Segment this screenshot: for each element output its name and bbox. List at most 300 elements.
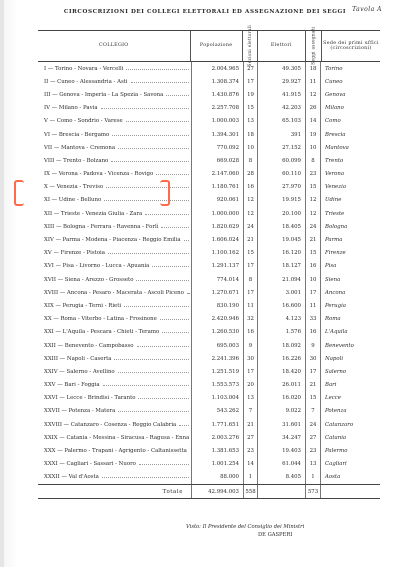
- document-title: CIRCOSCRIZIONI DEI COLLEGI ELETTORALI ED ASSEGNAZIONE DEI SEGGI: [63, 9, 347, 15]
- cell-population: 2.003.276: [192, 431, 244, 444]
- header-voters: Elettori: [258, 31, 306, 61]
- cell-collegio: [38, 102, 192, 115]
- leader-dots: [103, 382, 189, 386]
- cell-population: 1.381.653: [192, 444, 244, 457]
- cell-population: 920.061: [192, 194, 244, 207]
- leader-dots: [162, 329, 189, 333]
- collegio-text: XXI — L'Aquila - Pescara - Chieti - Teramo: [44, 329, 160, 336]
- cell-seats: 11: [306, 75, 321, 88]
- collegio-text: XXII — Benevento - Campobasso: [44, 342, 134, 349]
- cell-seats: 10: [306, 273, 321, 286]
- cell-population: 1.001.254: [192, 458, 244, 471]
- leader-dots: [152, 263, 189, 267]
- cell-population: 1.260.530: [192, 326, 244, 339]
- table-row: [38, 194, 380, 207]
- cell-sede: Como: [325, 118, 341, 125]
- table-label: Tavola A: [352, 6, 382, 13]
- table-row: [38, 273, 380, 286]
- collegio-text: XVIII — Ancona - Pesaro - Macerata - Ascoli Piceno: [44, 289, 184, 296]
- table-row: [38, 286, 380, 299]
- table-body: [38, 62, 380, 484]
- table-row: [38, 220, 380, 233]
- collegio-text: II — Cuneo - Alessandria - Asti: [44, 78, 128, 85]
- collegio-text: XXX — Palermo - Trapani - Agrigento - Caltanissetta: [44, 448, 187, 455]
- cell-collegio: [38, 313, 192, 326]
- collegio-text: I — Torino - Novara - Vercelli: [44, 65, 124, 72]
- cell-voters: 34.247: [258, 431, 306, 444]
- cell-seats: 21: [306, 379, 321, 392]
- cell-sede: Aosta: [325, 474, 341, 481]
- cell-sections: 12: [244, 207, 258, 220]
- cell-collegio: [38, 286, 192, 299]
- cell-sede: Catanzaro: [325, 421, 354, 428]
- collegio-text: IX — Verona - Padova - Vicenza - Rovigo: [44, 171, 154, 178]
- cell-sede: Mantova: [325, 144, 349, 151]
- cell-collegio: [38, 326, 192, 339]
- cell-sede: Napoli: [325, 355, 344, 362]
- cell-seats: 23: [306, 444, 321, 457]
- cell-sede: Potenza: [325, 408, 347, 415]
- cell-population: 1.394.301: [192, 128, 244, 141]
- table-row: [38, 392, 380, 405]
- table-row: [38, 88, 380, 101]
- page-edge-shadow: [0, 0, 4, 567]
- cell-voters: 18.420: [258, 365, 306, 378]
- cell-voters: 31.601: [258, 418, 306, 431]
- cell-voters: 49.305: [258, 62, 306, 75]
- cell-collegio: [38, 207, 192, 220]
- totals-voters: [258, 485, 306, 498]
- cell-seats: 24: [306, 220, 321, 233]
- collegio-text: XVI — Pisa - Livorno - Lucca - Apuania: [44, 263, 150, 270]
- totals-label: Totale: [38, 485, 192, 498]
- cell-voters: 3.001: [258, 286, 306, 299]
- leader-dots: [124, 303, 189, 307]
- collegio-text: XII — Trieste - Venezia Giulia - Zara: [44, 210, 143, 217]
- totals-sections: 558: [244, 485, 258, 498]
- cell-population: 1.820.629: [192, 220, 244, 233]
- cell-seats: 21: [306, 233, 321, 246]
- cell-seats: 12: [306, 207, 321, 220]
- cell-collegio: [38, 352, 192, 365]
- table-row: [38, 431, 380, 444]
- collegio-text: XI — Udine - Belluno: [44, 197, 102, 204]
- cell-voters: 1.576: [258, 326, 306, 339]
- cell-voters: 41.915: [258, 88, 306, 101]
- cell-sede: Siena: [325, 276, 341, 283]
- cell-sede: Udine: [325, 197, 342, 204]
- cell-seats: 1: [306, 471, 321, 484]
- table-row: [38, 313, 380, 326]
- cell-seats: 12: [306, 88, 321, 101]
- cell-voters: 19.915: [258, 194, 306, 207]
- cell-voters: 29.927: [258, 75, 306, 88]
- cell-population: 88.000: [192, 471, 244, 484]
- cell-sede: Trento: [325, 157, 344, 164]
- cell-sections: 8: [244, 154, 258, 167]
- cell-voters: 65.103: [258, 115, 306, 128]
- table-row: [38, 102, 380, 115]
- cell-collegio: [38, 458, 192, 471]
- table-row: [38, 207, 380, 220]
- cell-collegio: [38, 471, 192, 484]
- cell-collegio: [38, 75, 192, 88]
- table-row: [38, 444, 380, 457]
- leader-dots: [184, 237, 189, 241]
- cell-voters: 27.152: [258, 141, 306, 154]
- cell-collegio: [38, 154, 192, 167]
- cell-collegio: [38, 247, 192, 260]
- cell-sections: 17: [244, 260, 258, 273]
- leader-dots: [118, 408, 189, 412]
- cell-collegio: [38, 233, 192, 246]
- table-row: [38, 168, 380, 181]
- cell-voters: 16.020: [258, 392, 306, 405]
- leader-dots: [101, 105, 189, 109]
- cell-seats: 9: [306, 339, 321, 352]
- cell-population: 1.606.024: [192, 233, 244, 246]
- cell-voters: 21.094: [258, 273, 306, 286]
- cell-collegio: [38, 273, 192, 286]
- collegio-text: XXV — Bari - Foggia: [44, 382, 100, 389]
- header-seats-label: Seggi assegnati: [310, 26, 316, 66]
- leader-dots: [136, 277, 189, 281]
- cell-sections: 16: [244, 181, 258, 194]
- leader-dots: [161, 224, 189, 228]
- leader-dots: [179, 422, 189, 426]
- cell-voters: 27.970: [258, 181, 306, 194]
- cell-collegio: [38, 339, 192, 352]
- cell-collegio: [38, 365, 192, 378]
- leader-dots: [102, 474, 189, 478]
- leader-dots: [104, 197, 189, 201]
- cell-population: 1.553.573: [192, 379, 244, 392]
- table-row: [38, 62, 380, 75]
- leader-dots: [118, 145, 189, 149]
- cell-collegio: [38, 115, 192, 128]
- cell-sections: 14: [244, 458, 258, 471]
- leader-dots: [139, 461, 189, 465]
- table-row: [38, 326, 380, 339]
- leader-dots: [126, 118, 189, 122]
- cell-sections: 15: [244, 247, 258, 260]
- cell-seats: 7: [306, 405, 321, 418]
- cell-collegio: [38, 431, 192, 444]
- table-row: [38, 299, 380, 312]
- cell-sede: Bari: [325, 382, 337, 389]
- cell-sede: Cuneo: [325, 78, 343, 85]
- cell-population: 1.430.876: [192, 88, 244, 101]
- table-row: [38, 128, 380, 141]
- cell-voters: 60.099: [258, 154, 306, 167]
- cell-population: 1.291.137: [192, 260, 244, 273]
- table-row: [38, 339, 380, 352]
- leader-dots: [166, 92, 189, 96]
- cell-voters: 16.600: [258, 299, 306, 312]
- leader-dots: [156, 171, 189, 175]
- cell-sede: Catania: [325, 434, 347, 441]
- collegio-text: XIV — Parma - Modena - Piacenza - Reggio Emilia: [44, 237, 181, 244]
- totals-row: [38, 484, 380, 498]
- leader-dots: [138, 395, 189, 399]
- leader-dots: [137, 343, 189, 347]
- collegio-text: XXIX — Catania - Messina - Siracusa - Ragusa - Enna: [44, 434, 190, 441]
- leader-dots: [145, 211, 189, 215]
- leader-dots: [160, 316, 189, 320]
- collegio-text: XV — Firenze - Pistoia: [44, 250, 105, 257]
- cell-seats: 13: [306, 458, 321, 471]
- table-row: [38, 181, 380, 194]
- table-row: [38, 352, 380, 365]
- cell-sections: 10: [244, 141, 258, 154]
- cell-collegio: [38, 392, 192, 405]
- cell-sections: 17: [244, 365, 258, 378]
- table-row: [38, 233, 380, 246]
- cell-voters: 9.022: [258, 405, 306, 418]
- cell-seats: 11: [306, 299, 321, 312]
- collegio-text: XX — Roma - Viterbo - Latina - Frosinone: [44, 316, 157, 323]
- cell-collegio: [38, 141, 192, 154]
- cell-seats: 23: [306, 168, 321, 181]
- collegio-text: IV — Milano - Pavia: [44, 105, 98, 112]
- table-row: [38, 154, 380, 167]
- collegio-text: XXIV — Salerno - Avellino: [44, 368, 115, 375]
- cell-population: 543.262: [192, 405, 244, 418]
- table-row: [38, 365, 380, 378]
- cell-sede: Parma: [325, 237, 343, 244]
- cell-sede: Verona: [325, 171, 345, 178]
- cell-collegio: [38, 379, 192, 392]
- cell-sections: 21: [244, 418, 258, 431]
- leader-dots: [111, 158, 189, 162]
- cell-sede: Trieste: [325, 210, 345, 217]
- cell-sede: Venezia: [325, 184, 347, 191]
- cell-collegio: [38, 62, 192, 75]
- cell-sede: Palermo: [325, 448, 348, 455]
- table-row: [38, 471, 380, 484]
- totals-sede: [321, 485, 380, 498]
- header-population: Popolazione: [191, 31, 243, 61]
- approval-note: Visto: Il Presidente del Consiglio dei Ministri: [186, 524, 305, 530]
- leader-dots: [126, 66, 189, 70]
- cell-sede: Pisa: [325, 263, 337, 270]
- cell-sections: 13: [244, 392, 258, 405]
- cell-seats: 17: [306, 365, 321, 378]
- cell-sections: 27: [244, 62, 258, 75]
- cell-population: 2.241.396: [192, 352, 244, 365]
- cell-seats: 19: [306, 128, 321, 141]
- cell-seats: 18: [306, 62, 321, 75]
- cell-sections: 17: [244, 286, 258, 299]
- cell-sede: Genova: [325, 91, 346, 98]
- leader-dots: [108, 250, 189, 254]
- table-row: [38, 418, 380, 431]
- signature: DE GASPERI: [258, 532, 293, 538]
- cell-collegio: [38, 405, 192, 418]
- cell-population: 2.147.060: [192, 168, 244, 181]
- collegio-text: III — Genova - Imperia - La Spezia - Savona: [44, 91, 164, 98]
- cell-sede: Brescia: [325, 131, 346, 138]
- cell-voters: 391: [258, 128, 306, 141]
- table-row: [38, 247, 380, 260]
- cell-seats: 16: [306, 260, 321, 273]
- cell-sections: 12: [244, 194, 258, 207]
- cell-sede: Ancona: [325, 289, 346, 296]
- cell-collegio: [38, 260, 192, 273]
- cell-sede: Salerno: [325, 368, 347, 375]
- cell-sections: 27: [244, 431, 258, 444]
- cell-sede: Lecce: [325, 395, 341, 402]
- collegio-text: XIX — Perugia - Terni - Rieti: [44, 302, 122, 309]
- collegio-text: XXXI — Cagliari - Sassari - Nuoro: [44, 461, 136, 468]
- table-row: [38, 141, 380, 154]
- header-sections: [243, 25, 258, 67]
- cell-population: 830.190: [192, 299, 244, 312]
- cell-population: 2.257.708: [192, 102, 244, 115]
- cell-sections: 21: [244, 233, 258, 246]
- cell-population: 1.251.519: [192, 365, 244, 378]
- cell-seats: 16: [306, 326, 321, 339]
- collegio-text: XIII — Bologna - Ferrara - Ravenna - Forlì: [44, 223, 159, 230]
- cell-sede: Benevento: [325, 342, 354, 349]
- cell-population: 770.092: [192, 141, 244, 154]
- cell-sections: 16: [244, 326, 258, 339]
- cell-population: 1.771.651: [192, 418, 244, 431]
- cell-collegio: [38, 418, 192, 431]
- cell-voters: 16.226: [258, 352, 306, 365]
- cell-voters: 20.100: [258, 207, 306, 220]
- cell-seats: 15: [306, 392, 321, 405]
- cell-sections: 8: [244, 273, 258, 286]
- cell-seats: 14: [306, 115, 321, 128]
- leader-dots: [114, 356, 189, 360]
- cell-collegio: [38, 88, 192, 101]
- data-table: [38, 25, 380, 499]
- cell-collegio: [38, 128, 192, 141]
- cell-voters: 8.405: [258, 471, 306, 484]
- table-row: [38, 379, 380, 392]
- cell-population: 1.000.000: [192, 207, 244, 220]
- cell-sede: Cagliari: [325, 461, 347, 468]
- totals-population: 42.994.003: [192, 485, 244, 498]
- cell-population: 1.270.671: [192, 286, 244, 299]
- cell-voters: 16.120: [258, 247, 306, 260]
- leader-dots: [118, 369, 189, 373]
- cell-sections: 28: [244, 168, 258, 181]
- cell-voters: 26.011: [258, 379, 306, 392]
- highlight-bracket-right: [160, 180, 170, 206]
- cell-sede: Bologna: [325, 223, 348, 230]
- cell-seats: 33: [306, 313, 321, 326]
- cell-population: 1.000.003: [192, 115, 244, 128]
- cell-population: 1.180.761: [192, 181, 244, 194]
- cell-sections: 30: [244, 352, 258, 365]
- collegio-text: X — Venezia - Treviso: [44, 184, 104, 191]
- cell-voters: 42.203: [258, 102, 306, 115]
- cell-sections: 7: [244, 405, 258, 418]
- table-row: [38, 75, 380, 88]
- cell-sections: 24: [244, 220, 258, 233]
- cell-seats: 27: [306, 431, 321, 444]
- cell-sections: 13: [244, 115, 258, 128]
- cell-sections: 32: [244, 313, 258, 326]
- header-sections-label: Sezioni elettorali: [247, 25, 253, 67]
- cell-population: 695.003: [192, 339, 244, 352]
- cell-sede: L'Aquila: [325, 329, 348, 336]
- cell-collegio: [38, 220, 192, 233]
- cell-population: 1.308.374: [192, 75, 244, 88]
- collegio-text: VII — Mantova - Cremona: [44, 144, 116, 151]
- cell-sections: 20: [244, 379, 258, 392]
- collegio-text: V — Como - Sondrio - Varese: [44, 118, 123, 125]
- cell-voters: 18.092: [258, 339, 306, 352]
- cell-population: 2.004.965: [192, 62, 244, 75]
- cell-sede: Perugia: [325, 302, 347, 309]
- cell-sections: 18: [244, 128, 258, 141]
- cell-voters: 18.405: [258, 220, 306, 233]
- cell-voters: 60.110: [258, 168, 306, 181]
- table-row: [38, 405, 380, 418]
- table-row: [38, 115, 380, 128]
- cell-seats: 15: [306, 247, 321, 260]
- cell-sections: 23: [244, 444, 258, 457]
- cell-seats: 15: [306, 181, 321, 194]
- collegio-text: XVII — Siena - Arezzo - Grosseto: [44, 276, 134, 283]
- cell-population: 2.420.946: [192, 313, 244, 326]
- leader-dots: [112, 132, 189, 136]
- cell-voters: 4.123: [258, 313, 306, 326]
- table-header: [38, 25, 380, 67]
- cell-voters: 19.045: [258, 233, 306, 246]
- header-seats: [306, 26, 322, 66]
- leader-dots: [106, 184, 189, 188]
- totals-seats: 573: [306, 485, 321, 498]
- collegio-text: XXIII — Napoli - Caserta: [44, 355, 112, 362]
- cell-collegio: [38, 444, 192, 457]
- cell-voters: 61.044: [258, 458, 306, 471]
- collegio-text: XXVI — Lecce - Brindisi - Taranto: [44, 395, 136, 402]
- cell-voters: 19.403: [258, 444, 306, 457]
- table-row: [38, 260, 380, 273]
- collegio-text: VI — Brescia - Bergamo: [44, 131, 110, 138]
- cell-sections: 17: [244, 75, 258, 88]
- cell-collegio: [38, 168, 192, 181]
- cell-sede: Roma: [325, 316, 341, 323]
- cell-sections: 11: [244, 299, 258, 312]
- collegio-text: VIII — Trento - Bolzano: [44, 157, 109, 164]
- cell-seats: 30: [306, 352, 321, 365]
- cell-collegio: [38, 299, 192, 312]
- leader-dots: [187, 290, 189, 294]
- cell-seats: 26: [306, 102, 321, 115]
- cell-sections: 19: [244, 88, 258, 101]
- collegio-text: XXVII — Potenza - Matera: [44, 408, 116, 415]
- cell-sections: 9: [244, 339, 258, 352]
- cell-seats: 17: [306, 286, 321, 299]
- cell-seats: 8: [306, 154, 321, 167]
- cell-population: 1.100.162: [192, 247, 244, 260]
- header-sede: Sede dei primi uffici (circoscrizioni): [323, 40, 379, 51]
- cell-population: 1.103.004: [192, 392, 244, 405]
- cell-sede: Firenze: [325, 250, 346, 257]
- leader-dots: [131, 79, 189, 83]
- cell-seats: 12: [306, 194, 321, 207]
- cell-sections: 15: [244, 102, 258, 115]
- highlight-bracket-left: [14, 180, 24, 206]
- cell-seats: 24: [306, 418, 321, 431]
- table-row: [38, 458, 380, 471]
- cell-population: 774.014: [192, 273, 244, 286]
